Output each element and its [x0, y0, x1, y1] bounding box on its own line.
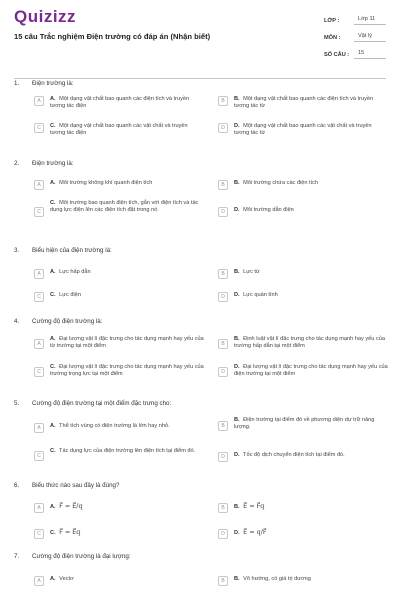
option-formula: F⃗ = E⃗/q — [59, 502, 83, 510]
answer-option-b[interactable] — [218, 96, 388, 110]
answer-option-d[interactable] — [218, 123, 388, 137]
option-checkbox[interactable]: B — [218, 339, 228, 349]
option-letter: B. — [234, 336, 240, 342]
option-checkbox[interactable]: C — [34, 451, 44, 461]
meta-label: MÔN : — [324, 34, 341, 41]
option-letter: D. — [234, 292, 240, 298]
option-checkbox[interactable]: C — [34, 529, 44, 539]
option-checkbox[interactable]: B — [218, 503, 228, 513]
answer-option-a[interactable] — [34, 180, 204, 190]
quizizz-logo: Quizizz — [14, 7, 77, 26]
option-text: Định luật vật lí đặc trưng cho tác dụng mạnh hay yếu của trường hấp dẫn tại một điểm — [234, 336, 385, 350]
answer-option-d[interactable] — [218, 452, 388, 462]
option-letter: C. — [50, 292, 56, 298]
option-letter: C. — [50, 123, 56, 129]
option-text: Vô hướng, có giá trị dương — [243, 576, 311, 582]
answer-option-c[interactable] — [34, 448, 204, 461]
answer-option-b[interactable] — [218, 576, 388, 586]
answer-option-a[interactable] — [34, 503, 204, 513]
answer-option-b[interactable] — [218, 417, 388, 431]
option-checkbox[interactable]: B — [218, 269, 228, 279]
option-text: Đại lượng vật lí đặc trưng cho tác dụng mạnh hay yếu của từ trường tại một điểm — [50, 336, 204, 350]
option-text: Đại lượng vật lí đặc trưng cho tác dụng mạnh hay yếu của điện trường tại một điểm — [234, 364, 388, 378]
question-7 — [14, 553, 386, 584]
option-checkbox[interactable]: B — [218, 421, 228, 431]
option-text: Đại lượng vật lí đặc trưng cho tác dụng mạnh hay yếu của trường trọng lực tại một điểm — [50, 364, 204, 378]
option-checkbox[interactable]: D — [218, 367, 228, 377]
option-letter: C. — [50, 364, 56, 370]
option-checkbox[interactable]: D — [218, 529, 228, 539]
option-text: Vectơ — [59, 576, 74, 582]
question-number: 1. — [14, 80, 20, 87]
question-4 — [14, 318, 388, 378]
option-letter: A. — [50, 423, 56, 429]
option-text: Môi trường dẫn điện — [243, 207, 294, 213]
option-letter: C. — [50, 448, 56, 454]
option-letter: D. — [234, 207, 240, 213]
question-number: 2. — [14, 160, 20, 167]
option-letter: A. — [50, 96, 56, 102]
question-text: Cường độ điện trường là: — [32, 318, 103, 325]
question-text: Điện trường là: — [32, 80, 74, 87]
question-text: Biểu thức nào sau đây là đúng? — [32, 482, 120, 489]
question-text: Biểu hiện của điện trường là: — [32, 247, 112, 254]
option-checkbox[interactable]: D — [218, 292, 228, 302]
option-checkbox[interactable]: A — [34, 423, 44, 433]
question-text: Cường độ điện trường tại một điểm đặc trưng cho: — [32, 400, 172, 407]
question-6 — [14, 482, 386, 537]
question-3 — [14, 247, 386, 300]
answer-option-d[interactable] — [218, 529, 388, 539]
option-text: Tốc độ dịch chuyển điện tích tại điểm đó. — [243, 452, 345, 458]
option-letter: D. — [234, 123, 240, 129]
option-formula: F⃗ = E⃗q — [59, 528, 81, 536]
meta-value: Vật lý — [354, 33, 386, 42]
question-text: Cường độ điện trường là đại lượng: — [32, 553, 131, 560]
meta-value: Lớp 11 — [354, 16, 386, 25]
option-checkbox[interactable]: D — [218, 207, 228, 217]
option-letter: A. — [50, 504, 56, 510]
option-letter: B. — [234, 180, 240, 186]
option-letter: D. — [234, 530, 240, 536]
answer-option-b[interactable] — [218, 269, 388, 279]
option-text: Một dạng vật chất bao quanh các vật chất và truyền tương tác điện — [50, 123, 188, 137]
answer-option-b[interactable] — [218, 503, 388, 513]
answer-option-a[interactable] — [34, 269, 204, 279]
worksheet-header — [0, 0, 400, 72]
option-letter: B. — [234, 504, 240, 510]
question-number: 7. — [14, 553, 20, 560]
answer-option-c[interactable] — [34, 200, 204, 217]
option-checkbox[interactable]: A — [34, 339, 44, 349]
option-checkbox[interactable]: B — [218, 96, 228, 106]
answer-option-a[interactable] — [34, 336, 204, 350]
option-letter: A. — [50, 336, 56, 342]
worksheet-meta — [324, 12, 386, 63]
question-2 — [14, 160, 386, 215]
answer-option-d[interactable] — [218, 364, 388, 378]
option-text: Lực từ — [243, 269, 260, 275]
meta-label: SỐ CÂU : — [324, 51, 350, 58]
answer-option-d[interactable] — [218, 292, 388, 302]
answer-option-b[interactable] — [218, 336, 388, 350]
option-text: Lực hấp dẫn — [59, 269, 91, 275]
option-text: Thể tích vùng có điện trường là lớn hay nhỏ. — [59, 423, 170, 429]
option-text: Một dạng vật chất bao quanh các vật chất và truyền tương tác từ — [234, 123, 372, 137]
question-text: Điện trường là: — [32, 160, 74, 167]
option-checkbox[interactable]: B — [218, 576, 228, 586]
option-letter: A. — [50, 576, 56, 582]
option-letter: A. — [50, 269, 56, 275]
option-letter: C. — [50, 530, 56, 536]
option-text: Một dạng vật chất bao quanh các điện tích và truyền tương tác điện — [50, 96, 190, 110]
meta-row-question-count — [324, 46, 386, 63]
option-letter: B. — [234, 417, 240, 423]
option-checkbox[interactable]: D — [218, 123, 228, 133]
meta-row-class — [324, 12, 386, 29]
answer-option-c[interactable] — [34, 292, 204, 302]
option-text: Một dạng vật chất bao quanh các điện tích và truyền tương tác từ — [234, 96, 374, 110]
meta-row-subject — [324, 29, 386, 46]
option-text: Môi trường chứa các điện tích — [243, 180, 319, 186]
option-letter: A. — [50, 180, 56, 186]
answer-option-a[interactable] — [34, 96, 204, 110]
question-number: 5. — [14, 400, 20, 407]
option-checkbox[interactable]: A — [34, 269, 44, 279]
answer-option-c[interactable] — [34, 364, 204, 378]
option-checkbox[interactable]: C — [34, 367, 44, 377]
answer-option-a[interactable] — [34, 576, 204, 586]
option-text: Điện trường tại điểm đó về phương diện dự trữ năng lượng. — [234, 417, 375, 431]
option-checkbox[interactable]: C — [34, 207, 44, 217]
option-letter: B. — [234, 576, 240, 582]
option-letter: C. — [50, 200, 56, 206]
option-text: Môi trường bao quanh điện tích, gắn với điện tích và tác dụng lực điện lên các điện tích đặt trong nó — [50, 200, 199, 214]
option-checkbox[interactable]: B — [218, 180, 228, 190]
option-text: Tác dụng lực của điện trường lên điện tích tại điểm đó. — [59, 448, 196, 454]
question-5 — [14, 400, 386, 460]
answer-option-c[interactable] — [34, 123, 204, 137]
option-checkbox[interactable]: D — [218, 452, 228, 462]
option-formula: E⃗ = F⃗q — [243, 502, 265, 510]
answer-option-a[interactable] — [34, 423, 204, 433]
option-checkbox[interactable]: A — [34, 96, 44, 106]
page-title: 15 câu Trắc nghiệm Điện trường có đáp án (Nhận biết) — [14, 32, 211, 41]
option-text: Lực điện — [59, 292, 81, 298]
option-letter: B. — [234, 96, 240, 102]
option-checkbox[interactable]: A — [34, 180, 44, 190]
option-checkbox[interactable]: C — [34, 292, 44, 302]
option-text: Môi trường không khí quanh điện tích — [59, 180, 153, 186]
question-1 — [14, 80, 386, 137]
option-checkbox[interactable]: C — [34, 123, 44, 133]
option-letter: B. — [234, 269, 240, 275]
option-formula: E⃗ = q/F⃗ — [243, 528, 267, 536]
meta-label: LỚP : — [324, 17, 340, 24]
question-number: 3. — [14, 247, 20, 254]
option-checkbox[interactable]: A — [34, 576, 44, 586]
answer-option-d[interactable] — [218, 207, 388, 217]
header-divider — [14, 78, 386, 79]
meta-value: 15 — [354, 50, 386, 59]
question-number: 4. — [14, 318, 20, 325]
option-checkbox[interactable]: A — [34, 503, 44, 513]
question-number: 6. — [14, 482, 20, 489]
answer-option-c[interactable] — [34, 529, 204, 539]
option-letter: D. — [234, 364, 240, 370]
answer-option-b[interactable] — [218, 180, 388, 190]
option-text: Lực quán tính — [243, 292, 278, 298]
option-letter: D. — [234, 452, 240, 458]
